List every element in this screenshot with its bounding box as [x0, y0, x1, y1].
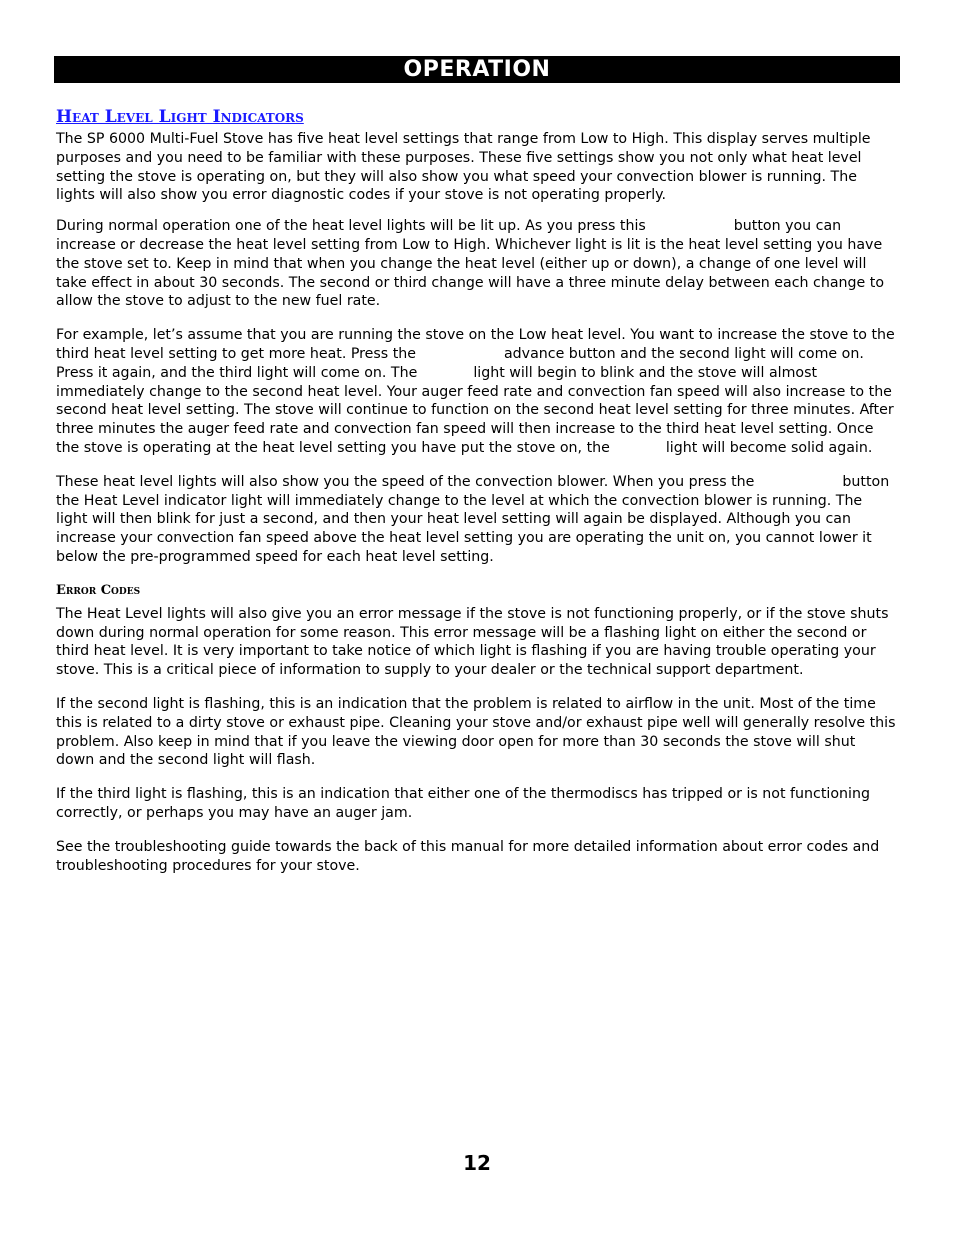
paragraph-example-part3: light will begin to blink and the stove will almost immediately change to the second heat level. Your auger feed rate and convection fan speed will also increase to the second heat level setting. The stove will continue to function on the second heat level setting for three minutes. After three minutes the auger feed rate and convection fan speed will then increase to the third heat level setting. Once the stove is operating at the heat level setting you have put the stove on, the [56, 364, 894, 456]
paragraph-normal-operation [56, 217, 898, 311]
paragraph-troubleshooting [56, 838, 898, 876]
paragraph-example-part4: light will become solid again. [665, 439, 873, 456]
page-title: OPERATION [403, 57, 551, 82]
paragraph-second-light [56, 695, 898, 770]
paragraph-convection [56, 473, 898, 567]
section-heading-error-codes: Error Codes [56, 582, 141, 598]
paragraph-third-light [56, 785, 898, 823]
main-content [56, 106, 898, 890]
paragraph-example-part2: advance button and the second light will come on. Press it again, and the third light will come on. The [56, 345, 864, 381]
paragraph-normal-operation-part1: During normal operation one of the heat level lights will be lit up. As you press this [56, 218, 646, 235]
paragraph-second-light-text: If the second light is flashing, this is an indication that the problem is related to airflow in the unit. Most of the time this is related to a dirty stove or exhaust pipe. Cleaning your stove and/or exhaust pipe well will generally resolve this problem. Also keep in mind that if you leave the viewing door open for more than 30 seconds the stove will shut down and the second light will flash. [56, 695, 896, 769]
paragraph-normal-operation-part2: button you can increase or decrease the heat level setting from Low to High. Whichever light is lit is the heat level setting you have the stove set to. Keep in mind that when you change the heat level (either up or down), a change of one level will take effect in about 30 seconds. The second or third change will have a three minute delay between each change to allow the stove to adjust to the new fuel rate. [56, 218, 884, 310]
paragraph-error-intro-text: The Heat Level lights will also give you an error message if the stove is not functioning properly, or if the stove shuts down during normal operation for some reason. This error message will be a flashing light on either the second or third heat level. It is very important to take notice of which light is flashing if you are having trouble operating your stove. This is a critical piece of information to supply to your dealer or the technical support department. [56, 605, 889, 679]
page-number: 12 [463, 1151, 491, 1175]
paragraph-convection-part2: button the Heat Level indicator light will immediately change to the level at which the convection blower is running. The light will then blink for just a second, and then your heat level setting will again be displayed. Although you can increase your convection fan speed above the heat level setting you are operating the unit on, you cannot lower it below the pre-programmed speed for each heat level setting. [56, 473, 890, 565]
paragraph-example-part1: For example, let’s assume that you are running the stove on the Low heat level. You want to increase the stove to the third heat level setting to get more heat. Press the [56, 327, 895, 362]
paragraph-example [56, 326, 898, 458]
paragraph-troubleshooting-text: See the troubleshooting guide towards the back of this manual for more detailed information about error codes and troubleshooting procedures for your stove. [56, 838, 880, 874]
section-heading-heat-level: Heat Level Light Indicators [56, 107, 304, 127]
paragraph-intro [56, 130, 898, 205]
paragraph-third-light-text: If the third light is flashing, this is an indication that either one of the thermodiscs has tripped or is not functioning correctly, or perhaps you may have an auger jam. [56, 786, 870, 821]
page-title-banner [54, 56, 900, 83]
paragraph-intro-text: The SP 6000 Multi-Fuel Stove has five heat level settings that range from Low to High. This display serves multiple purposes and you need to be familiar with these purposes. These five settings show you not only what heat level setting the stove is operating on, but they will also show you what speed your convection blower is running. The lights will also show you error diagnostic codes if your stove is not operating properly. [56, 131, 871, 204]
paragraph-error-intro [56, 605, 898, 680]
paragraph-convection-part1: These heat level lights will also show you the speed of the convection blower. When you press the [56, 473, 755, 490]
